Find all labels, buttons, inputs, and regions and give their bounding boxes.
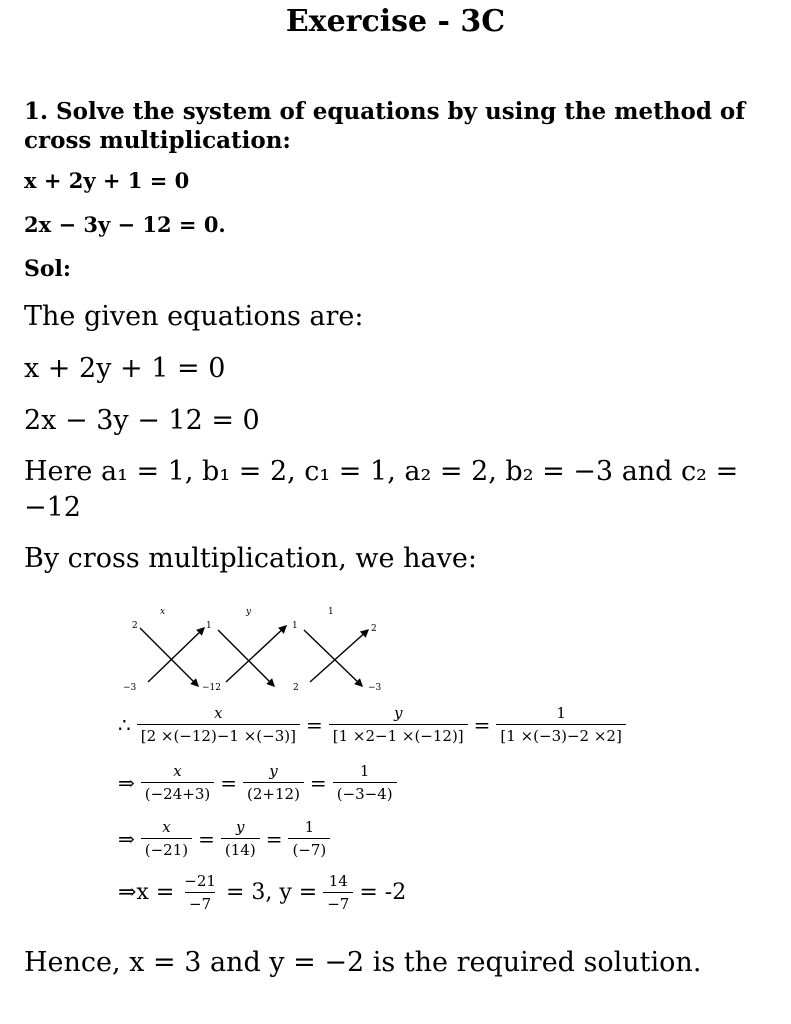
step4-middle: = 3, y = bbox=[225, 880, 318, 905]
solution-label: Sol: bbox=[24, 256, 72, 282]
step2-fraction-x: $\frac{x}{(-24+3)}$ bbox=[141, 762, 214, 803]
step-1: ∴ $\frac{x}{[2 \times(-12)-1 \times(-3)]}$ = $\frac{y}{[1 \times 2-1 \times(-12)]}$ = $\frac{1}{[1 \times(-3)-2 \times 2]}$ bbox=[118, 704, 626, 745]
coefficients-line-2: −12 bbox=[24, 492, 81, 523]
diagram-bottom-4: −3 bbox=[368, 683, 382, 693]
cross-multiplication-diagram bbox=[118, 598, 388, 698]
step1-fraction-y: $\frac{y}{[1 \times 2-1 \times(-12)]}$ bbox=[329, 704, 468, 745]
diagram-label-y: y bbox=[246, 607, 252, 617]
page-title: Exercise - 3C bbox=[285, 4, 506, 39]
coefficients-line-1: Here a₁ = 1, b₁ = 2, c₁ = 1, a₂ = 2, b₂ = −3 and c₂ = bbox=[24, 456, 739, 487]
solution-intro: The given equations are: bbox=[24, 301, 364, 332]
step3-fraction-x: $\frac{x}{(-21)}$ bbox=[141, 818, 192, 859]
diagram-label-x: x bbox=[160, 607, 166, 617]
question-heading: 1. Solve the system of equations by using the method of cross multiplication: bbox=[24, 98, 746, 154]
step1-fraction-x: $\frac{x}{[2 \times(-12)-1 \times(-3)]}$ bbox=[137, 704, 300, 745]
diagram-top-2: 1 bbox=[206, 621, 212, 631]
diagram-top-3: 1 bbox=[292, 621, 298, 631]
diagram-bottom-2: −12 bbox=[202, 683, 221, 693]
therefore-symbol: ∴ bbox=[118, 712, 131, 737]
conclusion: Hence, x = 3 and y = −2 is the required solution. bbox=[24, 947, 702, 978]
diagram-label-1: 1 bbox=[328, 607, 334, 617]
step3-fraction-1: $\frac{1}{(-7)}$ bbox=[288, 818, 330, 859]
step4-fraction-x: $\frac{-21}{-7}$ bbox=[184, 872, 216, 913]
step4-prefix: ⇒x = bbox=[118, 880, 175, 905]
step-4 bbox=[118, 872, 406, 913]
diagram-bottom-3: 2 bbox=[293, 683, 299, 693]
step3-fraction-y: $\frac{y}{(14)}$ bbox=[221, 818, 260, 859]
step2-fraction-y: $\frac{y}{(2+12)}$ bbox=[243, 762, 304, 803]
question-equation-1: x + 2y + 1 = 0 bbox=[24, 168, 190, 193]
implies-symbol: ⇒ bbox=[118, 770, 135, 795]
diagram-top-1: 2 bbox=[132, 621, 138, 631]
step4-fraction-y: $\frac{14}{-7}$ bbox=[323, 872, 353, 913]
solution-equation-2: 2x − 3y − 12 = 0 bbox=[24, 405, 260, 436]
step-2: ⇒ $\frac{x}{(-24+3)}$ = $\frac{y}{(2+12)}$ = $\frac{1}{(-3-4)}$ bbox=[118, 762, 397, 803]
implies-symbol: ⇒ bbox=[118, 826, 135, 851]
step4-end: = -2 bbox=[359, 880, 407, 905]
question-equation-2: 2x − 3y − 12 = 0. bbox=[24, 212, 226, 237]
solution-equation-1: x + 2y + 1 = 0 bbox=[24, 353, 226, 384]
diagram-bottom-1: −3 bbox=[123, 683, 137, 693]
diagram-top-4: 2 bbox=[371, 624, 377, 634]
step-3: ⇒ $\frac{x}{(-21)}$ = $\frac{y}{(14)}$ = $\frac{1}{(-7)}$ bbox=[118, 818, 330, 859]
step2-fraction-1: $\frac{1}{(-3-4)}$ bbox=[333, 762, 397, 803]
cross-multiplication-intro: By cross multiplication, we have: bbox=[24, 543, 477, 574]
step1-fraction-1: $\frac{1}{[1 \times(-3)-2 \times 2]}$ bbox=[496, 704, 625, 745]
